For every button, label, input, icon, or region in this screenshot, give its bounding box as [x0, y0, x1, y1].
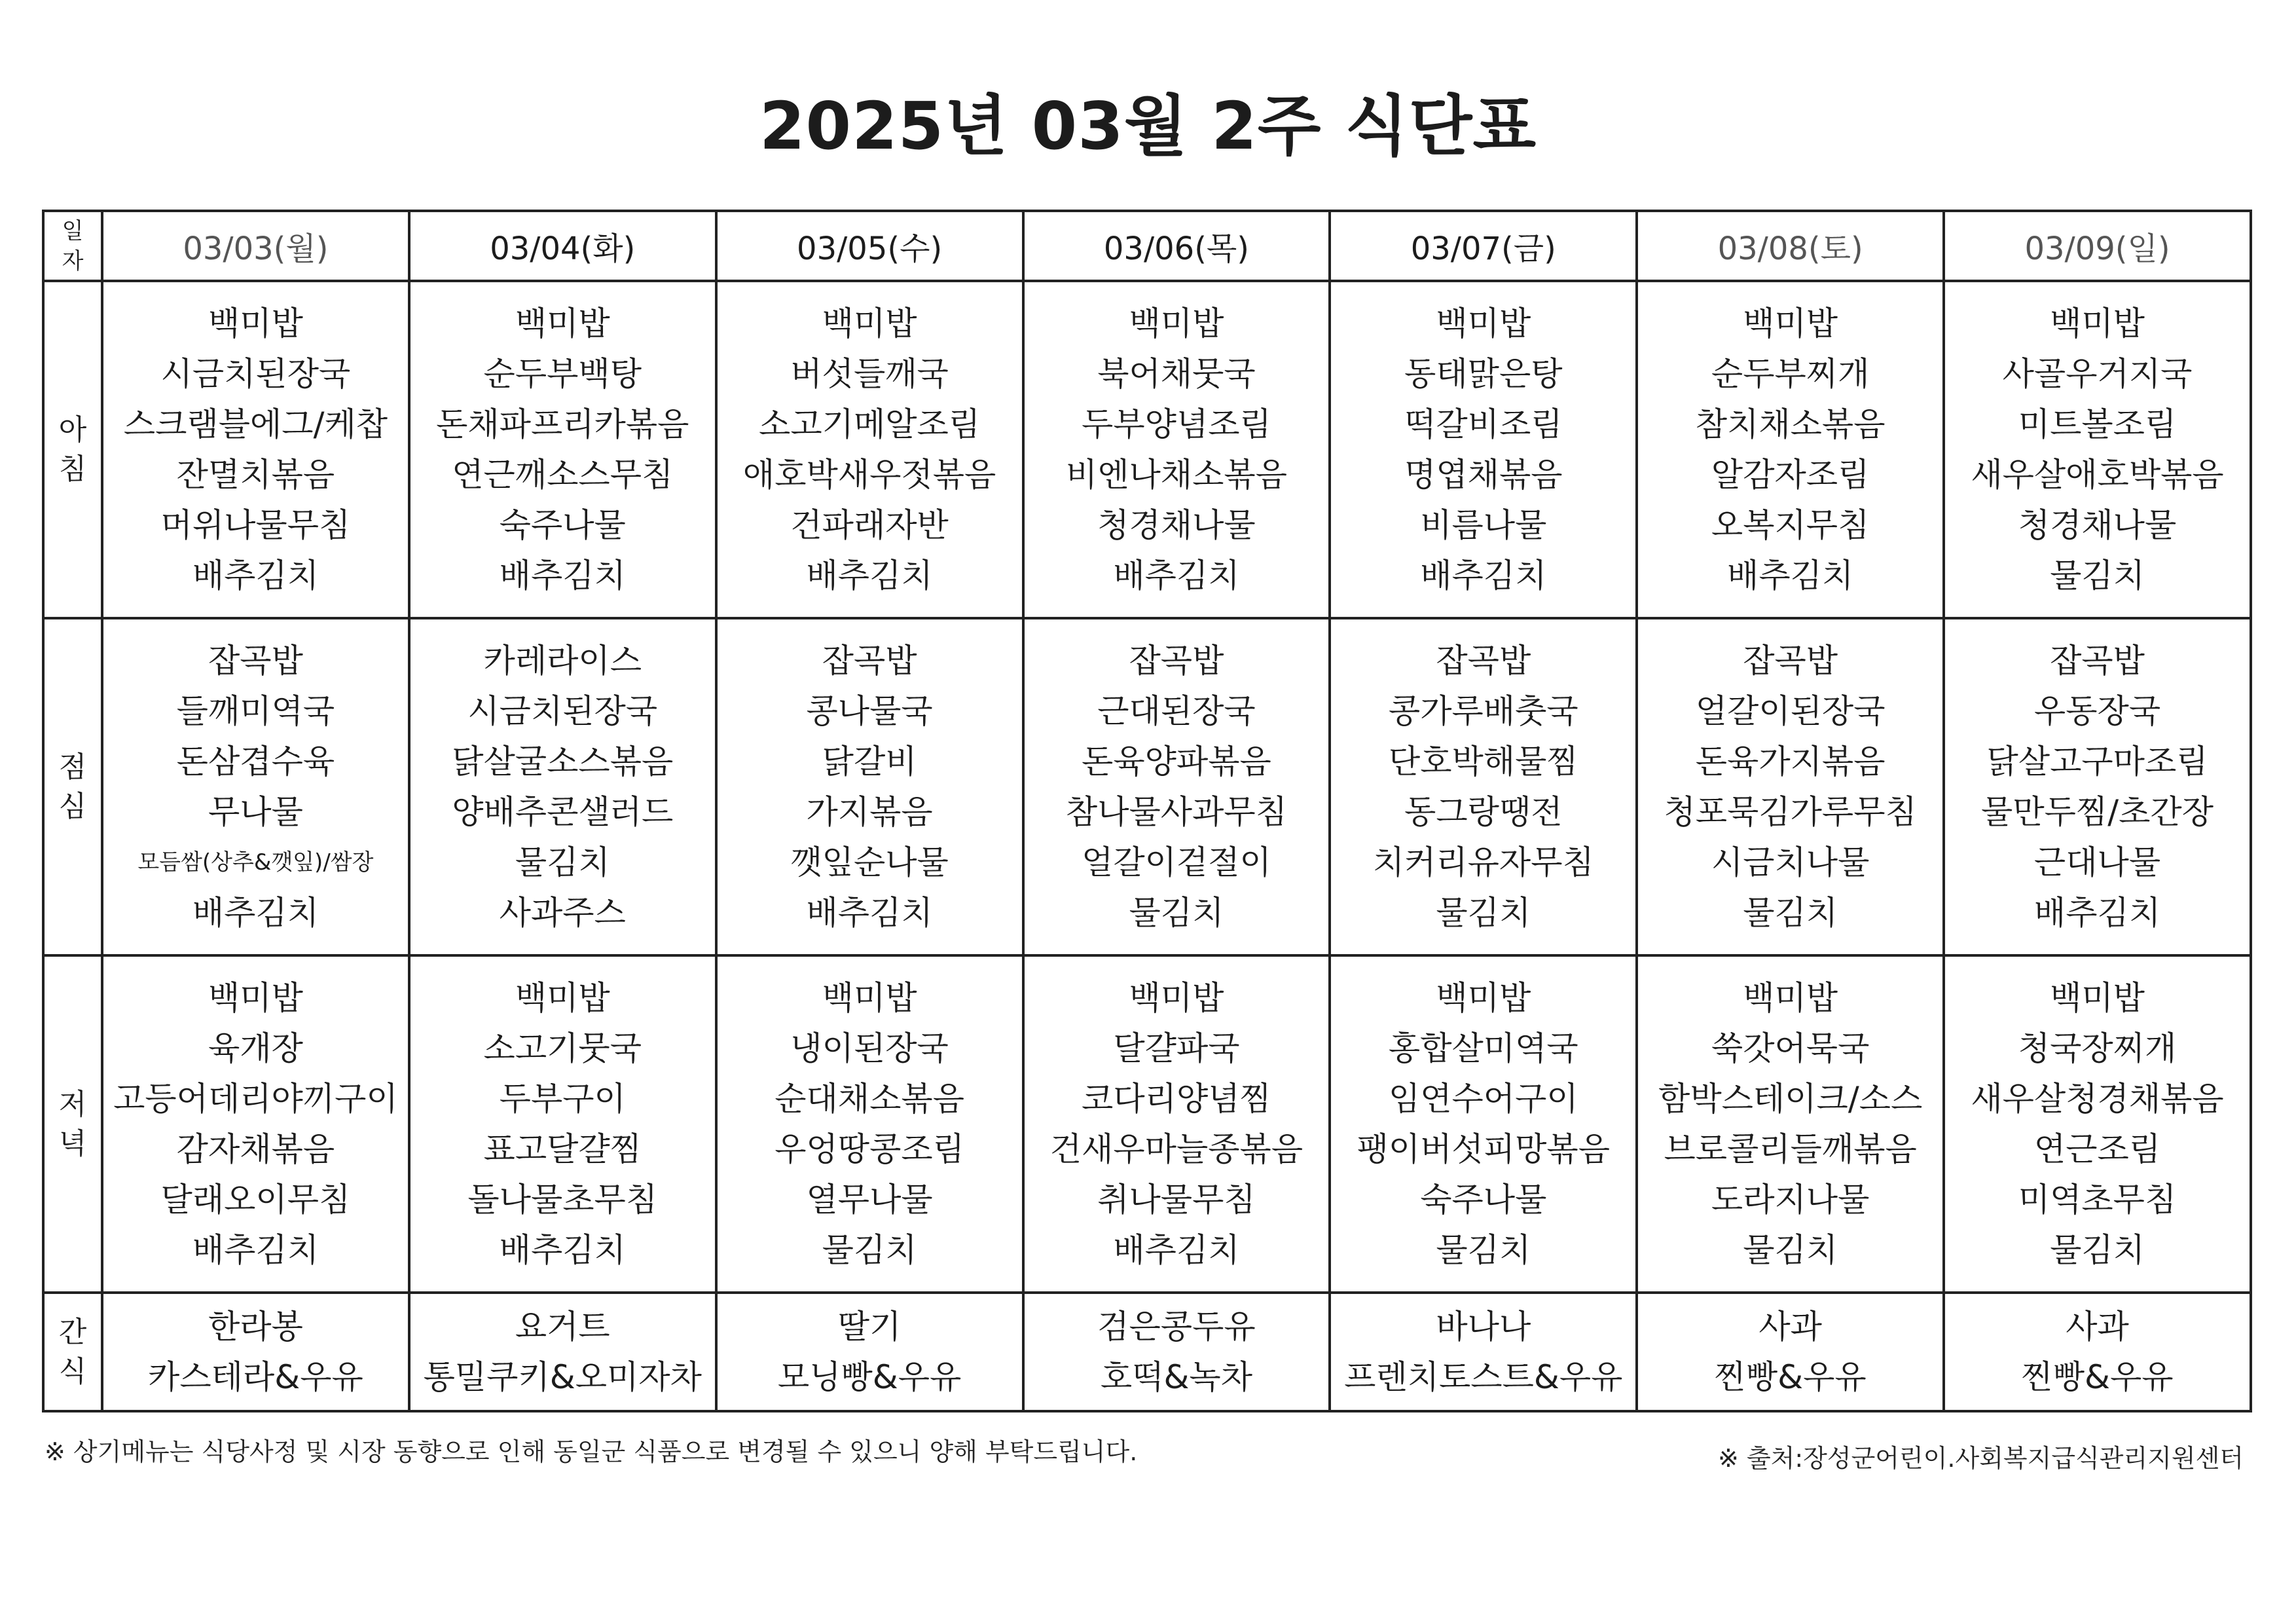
menu-item: 달래오이무침 — [160, 1180, 351, 1219]
menu-item: 코다리양념찜 — [1082, 1079, 1271, 1118]
menu-item: 애호박새우젓볶음 — [742, 455, 996, 494]
menu-item: 오복지무침 — [1711, 506, 1870, 544]
menu-item: 우엉땅콩조림 — [774, 1130, 965, 1168]
menu-item: 잡곡밥 — [1743, 641, 1838, 680]
menu-item: 청국장찌개 — [2018, 1029, 2177, 1067]
menu-item: 배추김치 — [499, 1230, 626, 1269]
menu-item: 근대나물 — [2033, 843, 2161, 881]
menu-item: 도라지나물 — [1711, 1180, 1870, 1219]
menu-item: 백미밥 — [822, 978, 917, 1017]
page-title: 2025년 03월 2주 식단표 — [759, 88, 1537, 164]
menu-item: 잡곡밥 — [822, 641, 917, 680]
meal-label-char: 저 — [58, 1087, 87, 1121]
menu-item: 소고기메알조림 — [759, 405, 981, 443]
menu-cell — [102, 618, 409, 955]
menu-item: 물김치 — [1436, 893, 1531, 932]
day-header: 03/07(금) — [1330, 211, 1637, 281]
menu-item: 딸기 — [837, 1307, 902, 1346]
menu-item: 잡곡밥 — [1129, 641, 1224, 680]
menu-item: 잡곡밥 — [2050, 641, 2145, 680]
menu-item: 참나물사과무침 — [1065, 792, 1287, 831]
menu-item: 백미밥 — [1436, 978, 1531, 1017]
menu-item: 배추김치 — [192, 556, 319, 595]
menu-item: 한라봉 — [208, 1307, 303, 1346]
menu-item: 숙주나물 — [1420, 1180, 1547, 1219]
menu-item: 사과 — [2066, 1307, 2129, 1346]
meal-row — [43, 1293, 2251, 1411]
menu-item: 참치채소볶음 — [1695, 405, 1886, 443]
menu-item: 새우살애호박볶음 — [1971, 455, 2224, 494]
menu-item: 깻잎순나물 — [790, 843, 949, 881]
menu-item: 미역초무침 — [2018, 1180, 2177, 1219]
menu-item: 백미밥 — [2050, 978, 2145, 1017]
meal-row — [43, 955, 2251, 1293]
menu-item: 배추김치 — [2033, 893, 2161, 932]
menu-item: 잡곡밥 — [208, 641, 303, 680]
menu-item: 건파래자반 — [790, 506, 949, 544]
menu-item: 사과 — [1758, 1307, 1822, 1346]
menu-item: 청포묵김가루무침 — [1664, 792, 1917, 831]
menu-item: 순두부백탕 — [483, 354, 642, 393]
date-label-line: 자 — [62, 248, 84, 274]
menu-item: 양배추콘샐러드 — [452, 792, 674, 831]
change-notice: ※ 상기메뉴는 식당사정 및 시장 동향으로 인해 동일군 식품으로 변경될 수 있으니 양해 부탁드립니다. — [45, 1437, 1138, 1466]
menu-cell — [716, 955, 1023, 1293]
menu-item: 무나물 — [208, 792, 303, 831]
menu-item: 새우살청경채볶음 — [1971, 1079, 2224, 1118]
menu-cell — [102, 955, 409, 1293]
meal-label-char: 점 — [58, 750, 87, 784]
menu-item: 떡갈비조림 — [1404, 405, 1563, 443]
menu-cell — [1023, 618, 1330, 955]
menu-cell — [102, 1293, 409, 1411]
menu-item: 명엽채볶음 — [1404, 455, 1563, 494]
menu-cell — [102, 281, 409, 618]
meal-label-cell — [43, 955, 102, 1293]
menu-item: 육개장 — [208, 1029, 303, 1067]
menu-item: 북어채뭇국 — [1097, 354, 1256, 393]
menu-item: 백미밥 — [822, 304, 917, 342]
menu-cell — [1023, 1293, 1330, 1411]
menu-item: 검은콩두유 — [1097, 1307, 1256, 1346]
menu-item: 물김치 — [822, 1230, 917, 1269]
menu-item: 물김치 — [1436, 1230, 1531, 1269]
menu-item: 시금치된장국 — [467, 692, 658, 730]
menu-item: 홍합살미역국 — [1388, 1029, 1578, 1067]
menu-item: 냉이된장국 — [790, 1029, 949, 1067]
menu-item: 물김치 — [1743, 893, 1838, 932]
menu-item: 스크램블에그/케찹 — [123, 405, 388, 443]
menu-item: 동그랑땡전 — [1404, 792, 1563, 831]
menu-item: 잔멸치볶음 — [176, 455, 335, 494]
menu-item: 닭갈비 — [822, 742, 917, 781]
meal-label-char: 식 — [58, 1354, 87, 1388]
menu-item: 알감자조림 — [1711, 455, 1870, 494]
menu-item: 함박스테이크/소스 — [1658, 1079, 1923, 1118]
menu-item: 백미밥 — [1436, 304, 1531, 342]
day-header: 03/08(토) — [1637, 211, 1944, 281]
menu-item: 백미밥 — [2050, 304, 2145, 342]
menu-item: 감자채볶음 — [176, 1130, 335, 1168]
menu-item: 취나물무침 — [1097, 1180, 1256, 1219]
menu-item: 잡곡밥 — [1436, 641, 1531, 680]
meal-row — [43, 618, 2251, 955]
menu-item: 호떡&녹차 — [1100, 1357, 1253, 1396]
menu-item: 백미밥 — [1129, 304, 1224, 342]
menu-item: 임연수어구이 — [1388, 1079, 1578, 1118]
menu-item: 프렌치토스트&우유 — [1344, 1357, 1623, 1396]
date-label-cell — [43, 211, 102, 281]
menu-cell — [409, 955, 716, 1293]
menu-item: 두부양념조림 — [1082, 405, 1271, 443]
day-header: 03/03(월) — [102, 211, 409, 281]
menu-item: 물김치 — [1743, 1230, 1838, 1269]
menu-item: 백미밥 — [515, 304, 610, 342]
menu-item: 돈삼겹수육 — [176, 742, 335, 781]
menu-item: 배추김치 — [1113, 1230, 1240, 1269]
menu-item: 물김치 — [1129, 893, 1224, 932]
menu-cell — [716, 618, 1023, 955]
menu-item: 숙주나물 — [499, 506, 626, 544]
menu-item: 백미밥 — [208, 978, 303, 1017]
menu-item: 얼갈이겉절이 — [1082, 843, 1271, 881]
menu-cell — [1330, 618, 1637, 955]
menu-item: 모듬쌈(상추&깻잎)/쌈장 — [137, 849, 374, 876]
menu-item: 단호박해물찜 — [1388, 742, 1578, 781]
menu-item: 통밀쿠키&오미자차 — [423, 1357, 702, 1396]
menu-item: 콩나물국 — [806, 692, 933, 730]
menu-item: 미트볼조림 — [2018, 405, 2177, 443]
menu-item: 배추김치 — [192, 893, 319, 932]
menu-item: 백미밥 — [1743, 978, 1838, 1017]
menu-cell — [1637, 1293, 1944, 1411]
menu-item: 비엔나채소볶음 — [1065, 455, 1287, 494]
menu-item: 치커리유자무침 — [1372, 843, 1594, 881]
menu-item: 배추김치 — [806, 556, 933, 595]
menu-item: 사과주스 — [499, 893, 626, 932]
date-label-line: 일 — [62, 217, 84, 244]
menu-item: 열무나물 — [806, 1180, 933, 1219]
meal-label-cell — [43, 1293, 102, 1411]
menu-item: 배추김치 — [1113, 556, 1240, 595]
menu-cell — [1023, 955, 1330, 1293]
meal-label-cell — [43, 281, 102, 618]
menu-item: 찐빵&우유 — [2021, 1357, 2174, 1396]
menu-item: 동태맑은탕 — [1404, 354, 1563, 393]
menu-cell — [409, 618, 716, 955]
menu-item: 백미밥 — [1129, 978, 1224, 1017]
menu-item: 가지볶음 — [806, 792, 933, 831]
menu-item: 시금치된장국 — [160, 354, 351, 393]
menu-item: 콩가루배춧국 — [1388, 692, 1578, 730]
menu-cell — [716, 281, 1023, 618]
menu-item: 배추김치 — [192, 1230, 319, 1269]
menu-item: 카레라이스 — [483, 641, 642, 680]
menu-cell — [1944, 281, 2251, 618]
meal-row — [43, 281, 2251, 618]
menu-item: 소고기뭇국 — [483, 1029, 642, 1067]
meal-label-char: 심 — [58, 789, 87, 823]
day-header: 03/06(목) — [1023, 211, 1330, 281]
menu-item: 건새우마늘종볶음 — [1049, 1130, 1303, 1168]
menu-item: 연근조림 — [2033, 1130, 2161, 1168]
source-notice: ※ 출처:장성군어린이.사회복지급식관리지원센터 — [1718, 1444, 2244, 1473]
meal-plan-table — [42, 210, 2252, 1412]
menu-item: 얼갈이된장국 — [1695, 692, 1886, 730]
menu-item: 버섯들깨국 — [790, 354, 949, 393]
menu-item: 청경채나물 — [1097, 506, 1256, 544]
menu-cell — [1944, 1293, 2251, 1411]
date-header-row — [43, 211, 2251, 281]
menu-item: 배추김치 — [806, 893, 933, 932]
menu-cell — [1944, 618, 2251, 955]
menu-item: 물김치 — [2050, 1230, 2145, 1269]
menu-item: 닭살고구마조림 — [1986, 742, 2208, 781]
menu-item: 순두부찌개 — [1711, 354, 1870, 393]
menu-cell — [1330, 1293, 1637, 1411]
menu-item: 순대채소볶음 — [774, 1079, 965, 1118]
menu-item: 모닝빵&우유 — [777, 1357, 962, 1396]
menu-item: 고등어데리야끼구이 — [113, 1079, 398, 1118]
meal-label-cell — [43, 618, 102, 955]
menu-item: 팽이버섯피망볶음 — [1357, 1130, 1610, 1168]
menu-item: 백미밥 — [1743, 304, 1838, 342]
menu-item: 바나나 — [1436, 1307, 1531, 1346]
menu-item: 물만두찜/초간장 — [1981, 792, 2214, 831]
menu-item: 두부구이 — [499, 1079, 626, 1118]
menu-item: 달걀파국 — [1113, 1029, 1240, 1067]
menu-cell — [1637, 955, 1944, 1293]
day-header: 03/04(화) — [409, 211, 716, 281]
menu-item: 비름나물 — [1420, 506, 1547, 544]
menu-item: 머위나물무침 — [160, 506, 351, 544]
menu-item: 청경채나물 — [2018, 506, 2177, 544]
menu-item: 백미밥 — [208, 304, 303, 342]
meal-label-char: 간 — [58, 1315, 87, 1349]
menu-item: 카스테라&우유 — [148, 1357, 363, 1396]
menu-cell — [1330, 955, 1637, 1293]
menu-cell — [1637, 281, 1944, 618]
menu-cell — [1944, 955, 2251, 1293]
menu-item: 찐빵&우유 — [1714, 1357, 1867, 1396]
menu-item: 연근깨소스무침 — [452, 455, 674, 494]
menu-item: 돈육가지볶음 — [1695, 742, 1886, 781]
menu-item: 우동장국 — [2033, 692, 2161, 730]
menu-item: 근대된장국 — [1097, 692, 1256, 730]
menu-cell — [1637, 618, 1944, 955]
day-header: 03/09(일) — [1944, 211, 2251, 281]
menu-item: 요거트 — [515, 1307, 610, 1346]
menu-item: 브로콜리들깨볶음 — [1664, 1130, 1917, 1168]
menu-item: 사골우거지국 — [2002, 354, 2193, 393]
menu-item: 배추김치 — [1727, 556, 1854, 595]
menu-item: 배추김치 — [1420, 556, 1547, 595]
menu-item: 돌나물초무침 — [467, 1180, 658, 1219]
meal-label-char: 녁 — [58, 1126, 87, 1160]
menu-cell — [409, 1293, 716, 1411]
menu-cell — [409, 281, 716, 618]
menu-item: 물김치 — [515, 843, 610, 881]
menu-item: 들깨미역국 — [176, 692, 335, 730]
menu-cell — [1330, 281, 1637, 618]
menu-item: 배추김치 — [499, 556, 626, 595]
menu-item: 표고달걀찜 — [483, 1130, 642, 1168]
menu-item: 시금치나물 — [1711, 843, 1870, 881]
menu-cell — [716, 1293, 1023, 1411]
menu-item: 쑥갓어묵국 — [1711, 1029, 1870, 1067]
menu-item: 돈육양파볶음 — [1082, 742, 1271, 781]
menu-item: 백미밥 — [515, 978, 610, 1017]
day-header: 03/05(수) — [716, 211, 1023, 281]
meal-label-char: 침 — [58, 452, 87, 486]
meal-label-char: 아 — [58, 413, 87, 447]
menu-item: 물김치 — [2050, 556, 2145, 595]
menu-item: 돈채파프리카볶음 — [436, 405, 689, 443]
menu-item: 닭살굴소스볶음 — [452, 742, 674, 781]
menu-cell — [1023, 281, 1330, 618]
